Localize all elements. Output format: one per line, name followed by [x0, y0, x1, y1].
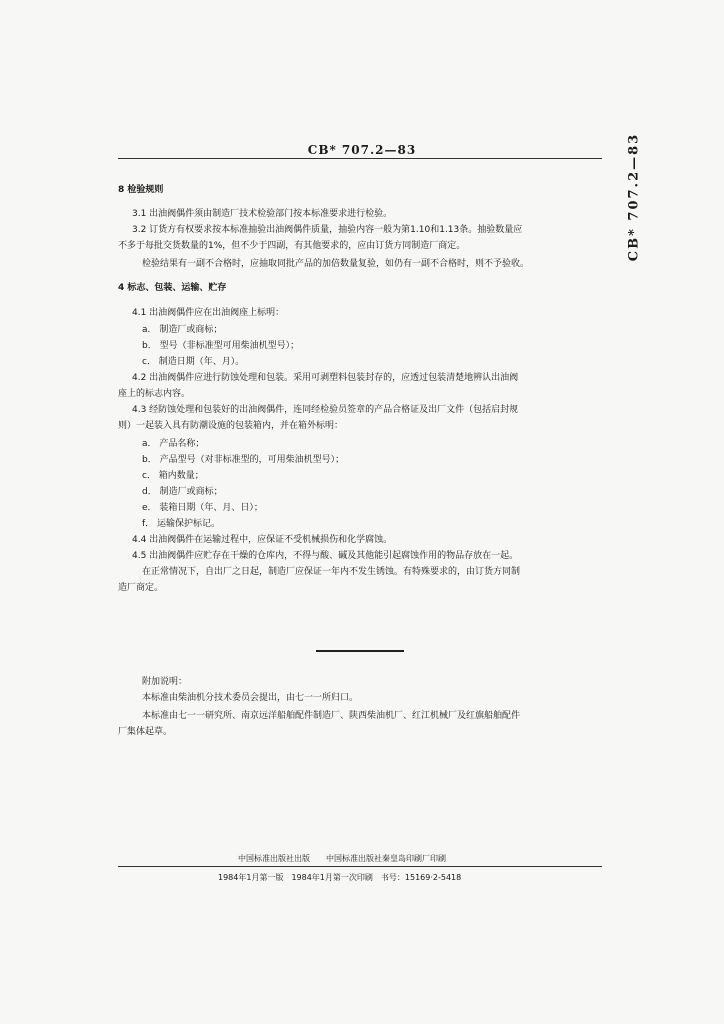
item-4-1-c: c． 制造日期（年、月）。 — [142, 357, 245, 367]
section-heading-inspection: 8 检验规则 — [118, 185, 164, 195]
item-4-3-c: c． 箱内数量； — [142, 471, 204, 481]
item-4-3-b: b． 产品型号（对非标准型的，可用柴油机型号）； — [142, 455, 345, 465]
notes-line-1: 本标准由柴油机分技术委员会提出，由七一一所归口。 — [142, 693, 359, 703]
item-4-1-b: b． 型号（非标准型可用柴油机型号）； — [142, 341, 300, 351]
item-4-3-f: f． 运输保护标记。 — [142, 519, 221, 529]
clause-4-5: 4.5 出油阀偶件应贮存在干燥的仓库内，不得与酸、碱及其他能引起腐蚀作用的物品存放在一起。 — [132, 551, 519, 561]
clause-3-1: 3.1 出油阀偶件须由制造厂技术检验部门按本标准要求进行检验。 — [132, 209, 393, 219]
clause-4-2: 4.2 出油阀偶件应进行防蚀处理和包装。采用可剥塑料包装封存的，应透过包装清楚地辨认出油阀 — [132, 373, 519, 383]
standard-code-header: CB* 707.2—83 — [307, 143, 417, 157]
header-rule — [118, 158, 602, 159]
footer-publisher: 中国标准出版社出版 中国标准出版社秦皇岛印刷厂印刷 — [238, 854, 446, 863]
side-code — [614, 132, 654, 262]
clause-4-3: 4.3 经防蚀处理和包装好的出油阀偶件，连同经检验员签章的产品合格证及出厂文件（包括启封规 — [132, 405, 519, 415]
clause-4-3-cont: 则）一起装入具有防潮设施的包装箱内，并在箱外标明： — [118, 421, 344, 431]
notes-line-2: 本标准由七一一研究所、南京远洋船舶配件制造厂、陕西柴油机厂、红江机械厂及红旗船舶配件 — [142, 711, 521, 721]
item-4-1-a: a． 制造厂或商标； — [142, 325, 223, 335]
clause-4-4: 4.4 出油阀偶件在运输过程中，应保证不受机械损伤和化学腐蚀。 — [132, 535, 393, 545]
item-4-3-e: e． 装箱日期（年、月、日）； — [142, 503, 263, 513]
notes-line-3: 厂集体起草。 — [118, 727, 173, 737]
notes-heading: 附加说明： — [142, 677, 188, 687]
end-of-text-rule — [316, 650, 404, 652]
clause-3-2: 3.2 订货方有权要求按本标准抽验出油阀偶件质量，抽验内容一般为第1.10和1.13条。抽验数量应 — [132, 225, 523, 235]
footer-rule — [118, 866, 602, 867]
section-heading-marking: 4 标志、包装、运输、贮存 — [118, 283, 227, 293]
side-code-text: CB* 707.2—83 — [626, 132, 642, 262]
clause-4-5-end: 造厂商定。 — [118, 583, 164, 593]
clause-3-2-cont: 不多于每批交货数量的1%，但不少于四副，有其他要求的，应由订货方同制造厂商定。 — [118, 241, 466, 251]
footer-imprint: 1984年1月第一版 1984年1月第一次印刷 书号：15169·2-5418 — [218, 873, 462, 882]
clause-3-2-result: 检验结果有一副不合格时，应抽取同批产品的加倍数量复验，如仍有一副不合格时，则不予验收。 — [142, 259, 530, 269]
clause-4-5-cont: 在正常情况下，自出厂之日起，制造厂应保证一年内不发生锈蚀。有特殊要求的，由订货方同制 — [142, 567, 521, 577]
item-4-3-d: d． 制造厂或商标； — [142, 487, 223, 497]
item-4-3-a: a． 产品名称； — [142, 439, 205, 449]
clause-4-2-cont: 座上的标志内容。 — [118, 389, 191, 399]
clause-4-1: 4.1 出油阀偶件应在出油阀座上标明： — [132, 308, 285, 318]
